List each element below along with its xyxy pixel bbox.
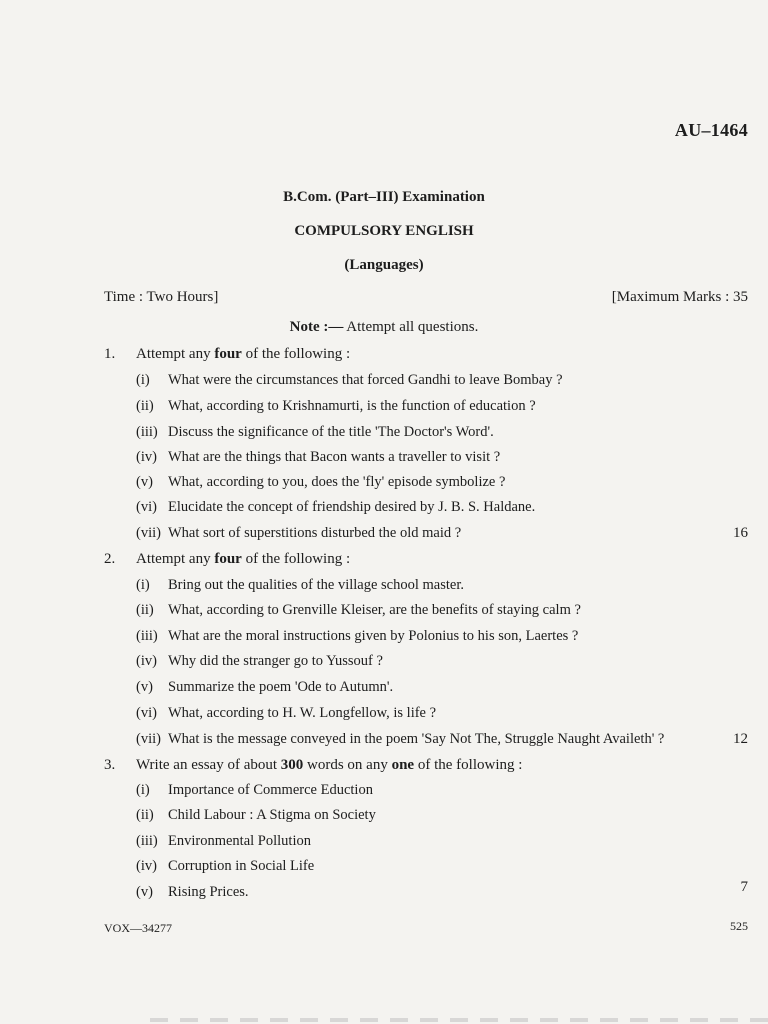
sub-question-text: What were the circumstances that forced Gandhi to leave Bombay ? bbox=[168, 372, 563, 388]
scan-edge-artifact bbox=[150, 1018, 768, 1022]
sub-question-text: What is the message conveyed in the poem 'Say Not The, Struggle Naught Availeth' ? bbox=[168, 731, 665, 747]
question-3 bbox=[104, 757, 522, 774]
sub-question-text: What, according to Krishnamurti, is the function of education ? bbox=[168, 398, 536, 414]
note-label: Note :— bbox=[289, 319, 344, 335]
question-text: of the following : bbox=[414, 757, 523, 773]
footer-number: 525 bbox=[730, 919, 748, 933]
sub-question-text: What, according to H. W. Longfellow, is life ? bbox=[168, 705, 437, 721]
roman-numeral: (iv) bbox=[136, 653, 157, 669]
sub-question-text: Summarize the poem 'Ode to Autumn'. bbox=[168, 679, 394, 695]
question-text: Attempt any bbox=[136, 551, 215, 567]
question-emphasis: four bbox=[214, 551, 242, 567]
question-emphasis: one bbox=[391, 757, 415, 773]
sub-question-text: Environmental Pollution bbox=[168, 833, 311, 849]
sub-question bbox=[136, 602, 581, 619]
exam-title: B.Com. (Part–III) Examination bbox=[283, 189, 485, 205]
sub-question bbox=[136, 525, 461, 542]
sub-question-text: Corruption in Social Life bbox=[168, 858, 315, 874]
footer-code: VOX—34277 bbox=[104, 921, 172, 935]
roman-numeral: (ii) bbox=[136, 602, 154, 618]
question-marks: 16 bbox=[733, 525, 748, 541]
roman-numeral: (vii) bbox=[136, 731, 161, 747]
roman-numeral: (iii) bbox=[136, 833, 158, 849]
question-text: of the following : bbox=[241, 346, 351, 362]
sub-question bbox=[136, 679, 393, 696]
question-2 bbox=[104, 551, 350, 568]
question-text: Attempt any bbox=[136, 346, 215, 362]
subject-title: COMPULSORY ENGLISH bbox=[294, 223, 474, 239]
question-text: of the following : bbox=[241, 551, 351, 567]
sub-question-text: Child Labour : A Stigma on Society bbox=[168, 807, 376, 823]
time-allowed: Time : Two Hours] bbox=[104, 289, 219, 305]
sub-question bbox=[136, 577, 464, 594]
roman-numeral: (i) bbox=[136, 372, 150, 388]
sub-question-text: What, according to Grenville Kleiser, are the benefits of staying calm ? bbox=[168, 602, 581, 618]
roman-numeral: (ii) bbox=[136, 807, 154, 823]
sub-question bbox=[136, 449, 500, 466]
sub-question bbox=[136, 474, 505, 491]
question-emphasis: 300 bbox=[280, 757, 304, 773]
sub-question bbox=[136, 424, 494, 441]
sub-question bbox=[136, 884, 249, 901]
note-line bbox=[0, 319, 768, 336]
sub-question bbox=[136, 372, 563, 389]
sub-question bbox=[136, 653, 383, 670]
sub-question-text: What are the moral instructions given by Polonius to his son, Laertes ? bbox=[168, 628, 579, 644]
question-text: Write an essay of about bbox=[136, 757, 281, 773]
roman-numeral: (vi) bbox=[136, 705, 157, 721]
sub-question bbox=[136, 705, 436, 722]
sub-question bbox=[136, 833, 311, 850]
roman-numeral: (iii) bbox=[136, 628, 158, 644]
roman-numeral: (iv) bbox=[136, 449, 157, 465]
sub-question-text: What sort of superstitions disturbed the old maid ? bbox=[168, 525, 462, 541]
sub-question-text: Bring out the qualities of the village school master. bbox=[168, 577, 464, 593]
question-1 bbox=[104, 346, 350, 363]
question-marks: 12 bbox=[733, 731, 748, 747]
sub-question bbox=[136, 858, 314, 875]
sub-question-text: What are the things that Bacon wants a traveller to visit ? bbox=[168, 449, 501, 465]
roman-numeral: (vii) bbox=[136, 525, 161, 541]
question-number: 3. bbox=[104, 757, 116, 773]
sub-question-text: Elucidate the concept of friendship desired by J. B. S. Haldane. bbox=[168, 499, 536, 515]
roman-numeral: (iv) bbox=[136, 858, 157, 874]
question-number: 2. bbox=[104, 551, 116, 567]
sub-question-text: Why did the stranger go to Yussouf ? bbox=[168, 653, 383, 669]
note-text: Attempt all questions. bbox=[343, 319, 479, 335]
question-marks: 7 bbox=[740, 879, 748, 895]
roman-numeral: (iii) bbox=[136, 424, 158, 440]
roman-numeral: (i) bbox=[136, 782, 150, 798]
roman-numeral: (v) bbox=[136, 884, 153, 900]
roman-numeral: (i) bbox=[136, 577, 150, 593]
sub-question bbox=[136, 807, 376, 824]
question-emphasis: four bbox=[214, 346, 242, 362]
paper-code: AU–1464 bbox=[674, 120, 748, 140]
question-text: words on any bbox=[303, 757, 392, 773]
roman-numeral: (vi) bbox=[136, 499, 157, 515]
sub-question-text: Discuss the significance of the title 'The Doctor's Word'. bbox=[168, 424, 494, 440]
roman-numeral: (ii) bbox=[136, 398, 154, 414]
sub-question-text: Importance of Commerce Eduction bbox=[168, 782, 373, 798]
languages-subtitle: (Languages) bbox=[344, 257, 424, 273]
sub-question-text: Rising Prices. bbox=[168, 884, 249, 900]
maximum-marks: [Maximum Marks : 35 bbox=[611, 289, 748, 305]
sub-question bbox=[136, 398, 536, 415]
sub-question bbox=[136, 628, 578, 645]
roman-numeral: (v) bbox=[136, 679, 153, 695]
question-number: 1. bbox=[104, 346, 116, 362]
sub-question bbox=[136, 499, 535, 516]
sub-question bbox=[136, 731, 664, 748]
roman-numeral: (v) bbox=[136, 474, 153, 490]
sub-question-text: What, according to you, does the 'fly' episode symbolize ? bbox=[168, 474, 506, 490]
sub-question bbox=[136, 782, 373, 799]
